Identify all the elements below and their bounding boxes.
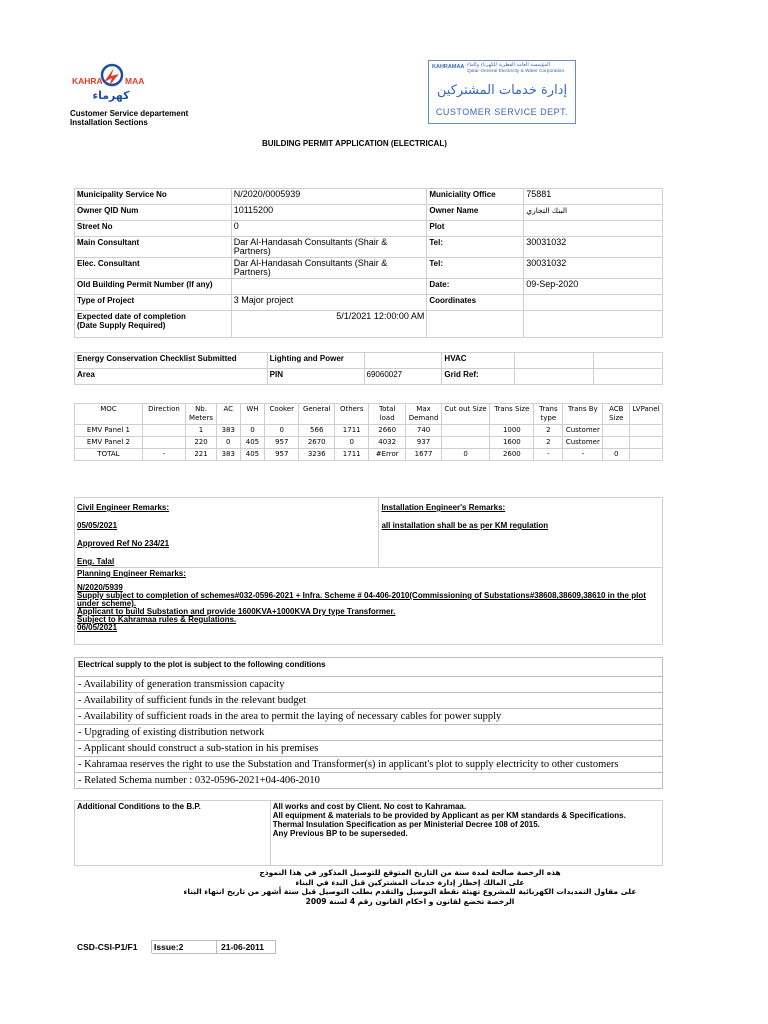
table-row [75,658,663,677]
cell: 1600 [490,437,534,449]
col-header: MOC [75,404,143,425]
arabic-note: الرخصة تخضع لقانون و احكام القانون رقم 4 لسنة 2009 [305,896,515,906]
coordinates-value [524,295,663,311]
table-row [75,498,663,568]
planning-line: N/2020/5939 [77,583,123,592]
cell: 3236 [299,449,335,461]
coordinates-label: Coordinates [427,295,524,311]
table-row [75,941,276,954]
cell: 0 [441,449,489,461]
table-row-total [75,449,663,461]
table-row [75,189,663,205]
footer-table [74,940,276,954]
cell: 4032 [369,437,406,449]
cell: - [563,449,603,461]
cell: 957 [265,449,299,461]
condition-item: - Availability of sufficient funds in the relevant budget [75,693,663,709]
cell: 383 [216,449,240,461]
additional-line: Any Previous BP to be superseded. [272,829,408,838]
cell [441,437,489,449]
planning-line: Supply subject to completion of schemes#032-0596-2021 + Infra. Scheme # 04-406-2010(Commissioning of Substations#38608,38609,38610 in the plot under scheme). [77,591,646,608]
tel2-value: 30031032 [524,258,663,279]
cell: 1711 [335,449,369,461]
area-label: Area [75,369,268,385]
municipality-service-no-value: N/2020/0005939 [231,189,427,205]
additional-line: All works and cost by Client. No cost to Kahramaa. [272,802,467,811]
table-row [75,425,663,437]
table-row [75,369,663,385]
form-date: 21-06-2011 [217,941,276,954]
col-header: AC [216,404,240,425]
condition-item: - Upgrading of existing distribution network [75,725,663,741]
cell: 1711 [335,425,369,437]
civil-remarks-label: Civil Engineer Remarks: [77,503,170,512]
grid-ref-value [515,369,594,385]
tel1-value: 30031032 [524,237,663,258]
arabic-note: على مقاول التمديدات الكهربائية للمشروع تهيئة نقطة التوصيل والتقدم بطلب التوصيل قبل ستة أشهر من تاريخ انتهاء البناء [183,887,637,896]
date-label: Date: [427,279,524,295]
table-row [75,258,663,279]
condition-item: - Kahramaa reserves the right to use the Substation and Transformer(s) in applicant's plot to supply electricity to other customers [75,757,663,773]
cell [603,425,630,437]
owner-name-value: البنك التجاري [524,205,663,221]
table-row [75,237,663,258]
cell: 2670 [299,437,335,449]
project-type-label: Type of Project [75,295,232,311]
col-header: Cooker [265,404,299,425]
col-header: Trans By [563,404,603,425]
conditions-title: Electrical supply to the plot is subject to the following conditions [75,658,663,677]
pin-label: PIN [267,369,364,385]
municiality-office-value: 75881 [524,189,663,205]
cell: 1677 [406,449,442,461]
main-consultant-value: Dar Al-Handasah Consultants (Shair & Partners) [231,237,427,258]
list-item [75,773,663,789]
cell: 1 [186,425,217,437]
main-consultant-label: Main Consultant [75,237,232,258]
cell [142,437,185,449]
condition-item: - Availability of sufficient roads in the area to permit the laying of necessary cables for power supply [75,709,663,725]
cell: Customer [563,437,603,449]
install-remarks-cell [379,498,663,568]
cell: 2 [534,437,563,449]
col-header: LVPanel [630,404,663,425]
old-permit-value [231,279,427,295]
empty-cell [594,353,663,369]
condition-item: - Availability of generation transmission capacity [75,677,663,693]
form-issue: Issue:2 [152,941,217,954]
department-block [70,109,188,127]
stamp-logo-text: KAHRAMAA [432,64,465,70]
cell: 220 [186,437,217,449]
old-permit-label: Old Building Permit Number (If any) [75,279,232,295]
col-header: Nb. Meters [186,404,217,425]
cell: 0 [240,425,265,437]
cell: 405 [240,449,265,461]
elec-consultant-label: Elec. Consultant [75,258,232,279]
lighting-label: Lighting and Power [267,353,364,369]
cell: - [534,449,563,461]
additional-conditions-table [74,800,663,866]
cell: 0 [335,437,369,449]
civil-remarks-ref: Approved Ref No 234/21 [77,539,170,548]
empty-cell [594,369,663,385]
loads-table [74,403,663,461]
list-item [75,725,663,741]
cell: #Error [369,449,406,461]
customer-service-stamp [428,60,576,124]
cell: 221 [186,449,217,461]
stamp-org-ar: المؤسسة العامة القطرية للكهرباء والماء [467,62,551,68]
cell: 0 [603,449,630,461]
cell [142,425,185,437]
additional-line: All equipment & materials to be provided by Applicant as per KM standards & Specifications. [272,811,626,820]
tel1-label: Tel: [427,237,524,258]
planning-remarks-label: Planning Engineer Remarks: [77,569,186,578]
completion-label [75,311,232,338]
completion-value: 5/1/2021 12:00:00 AM [231,311,427,338]
cell: 937 [406,437,442,449]
col-header: General [299,404,335,425]
civil-remarks-cell [75,498,379,568]
municiality-office-label: Municiality Office [427,189,524,205]
cell: 2660 [369,425,406,437]
table-row [75,353,663,369]
table-row [75,801,663,866]
department-name: Customer Service departement [70,109,189,118]
planning-line: Subject to Kahramaa rules & Regulations. [77,615,237,624]
additional-lines [270,801,662,866]
install-remarks-text: all installation shall be as per KM regulation [381,521,549,530]
tel2-label: Tel: [427,258,524,279]
street-no-value: 0 [231,221,427,237]
elec-consultant-value: Dar Al-Handasah Consultants (Shair & Partners) [231,258,427,279]
cell: 0 [216,437,240,449]
energy-checklist-label: Energy Conservation Checklist Submitted [75,353,268,369]
owner-qid-label: Owner QID Num [75,205,232,221]
cell: 2600 [490,449,534,461]
list-item [75,709,663,725]
completion-label-line1: Expected date of completion [77,312,186,321]
condition-item: - Applicant should construct a sub-station in his premises [75,741,663,757]
loads-header-row [75,404,663,425]
logo-en-right: MAA [125,76,145,86]
planning-line: 06/05/2021 [77,623,118,632]
civil-remarks-eng: Eng. Talal [77,557,115,566]
lighting-value [364,353,442,369]
hvac-value [515,353,594,369]
remarks-table [74,497,663,645]
plot-value [524,221,663,237]
condition-item: - Related Schema number : 032-0596-2021+04-406-2010 [75,773,663,789]
completion-label-line2: (Date Supply Required) [77,321,166,330]
cell: 566 [299,425,335,437]
section-name: Installation Sections [70,118,148,127]
table-row [75,311,663,338]
cell: 2 [534,425,563,437]
col-header: Others [335,404,369,425]
col-header: WH [240,404,265,425]
cell [441,425,489,437]
project-type-value: 3 Major project [231,295,427,311]
cell: 740 [406,425,442,437]
energy-table [74,352,663,385]
hvac-label: HVAC [442,353,515,369]
plot-label: Plot [427,221,524,237]
owner-qid-value: 10115200 [231,205,427,221]
form-code: CSD-CSI-P1/F1 [75,941,152,954]
col-header: Max Demand [406,404,442,425]
table-row [75,205,663,221]
cell [603,437,630,449]
table-row [75,295,663,311]
table-row [75,437,663,449]
planning-line: Applicant to build Substation and provide 1600KVA+1000KVA Dry type Transformer. [77,607,396,616]
pin-value: 69060027 [364,369,442,385]
arabic-notes [150,868,670,906]
col-header: Direction [142,404,185,425]
cell: 1000 [490,425,534,437]
additional-line: Thermal Insulation Specification as per Ministerial Decree 108 of 2015. [272,820,540,829]
col-header: Cut out Size [441,404,489,425]
arabic-note: هذه الرخصة صالحة لمدة سنة من التاريخ المتوقع للتوصيل المذكور في هذا النموذج [259,868,561,877]
stamp-title-ar: إدارة خدمات المشتركين [436,83,568,98]
stamp-org-en: Qatar General Electricity & Water Corporation [467,69,565,74]
date-value: 09-Sep-2020 [524,279,663,295]
list-item [75,693,663,709]
cell: - [142,449,185,461]
stamp-title-en: CUSTOMER SERVICE DEPT. [435,107,569,117]
list-item [75,757,663,773]
owner-name-label: Owner Name [427,205,524,221]
logo-ar: كهرماء [92,89,130,102]
list-item [75,677,663,693]
cell: 383 [216,425,240,437]
col-header: ACB Size [603,404,630,425]
install-remarks-label: Installation Engineer's Remarks: [381,503,506,512]
cell: 957 [265,437,299,449]
cell [630,449,663,461]
permit-info-table [74,188,663,338]
civil-remarks-date: 05/05/2021 [77,521,118,530]
additional-label: Additional Conditions to the B.P. [75,801,271,866]
table-row [75,221,663,237]
cell [630,425,663,437]
municipality-service-no-label: Municipality Service No [75,189,232,205]
cell: EMV Panel 2 [75,437,143,449]
cell: Customer [563,425,603,437]
document-title: BUILDING PERMIT APPLICATION (ELECTRICAL) [262,139,447,148]
table-row [75,568,663,645]
table-row [75,279,663,295]
col-header: Trans Size [490,404,534,425]
street-no-label: Street No [75,221,232,237]
cell: 405 [240,437,265,449]
logo-en-left: KAHRA [72,76,103,86]
empty-cell [524,311,663,338]
col-header: Total load [369,404,406,425]
planning-remarks-cell [75,568,663,645]
cell: EMV Panel 1 [75,425,143,437]
arabic-note: على المالك إخطار إدارة خدمات المشتركين قبل البدء في البناء [295,877,525,887]
empty-cell [427,311,524,338]
kahramaa-logo [70,62,152,102]
col-header: Trans type [534,404,563,425]
conditions-table [74,657,663,789]
grid-ref-label: Grid Ref: [442,369,515,385]
cell: 0 [265,425,299,437]
list-item [75,741,663,757]
cell: TOTAL [75,449,143,461]
cell [630,437,663,449]
